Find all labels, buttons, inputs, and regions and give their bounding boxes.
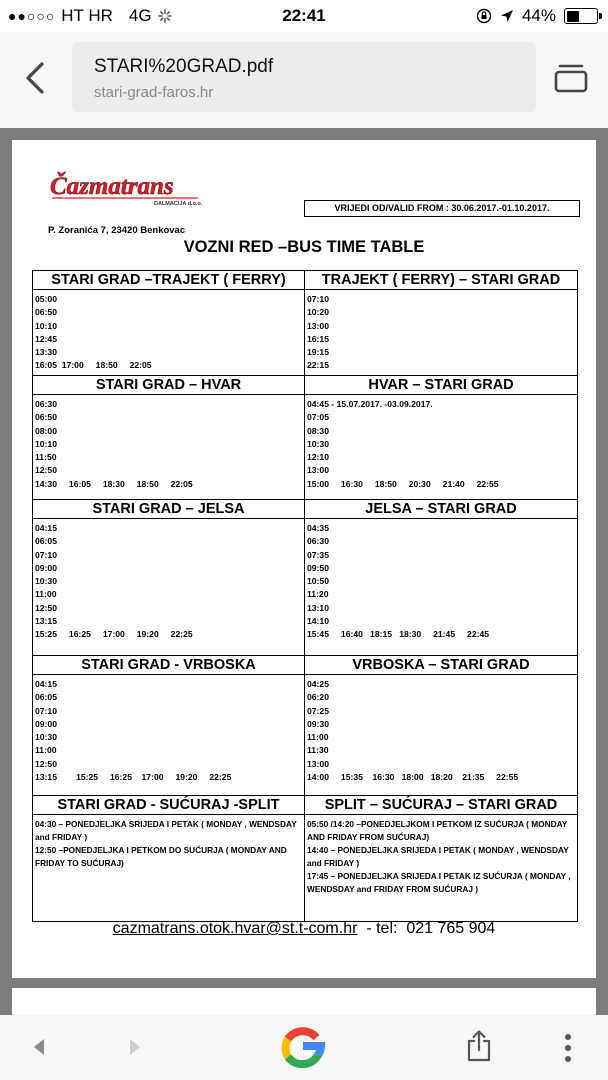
timetable-section (33, 795, 577, 921)
route-column-right (305, 656, 577, 795)
departure-time: 15:45 16:40 18:15 18:30 21:45 22:45 (307, 629, 490, 640)
route-header: STARI GRAD - VRBOSKA (33, 656, 304, 675)
route-header: VRBOSKA – STARI GRAD (305, 656, 577, 675)
carrier-label: HT HR (61, 6, 113, 25)
signal-dots-icon: ●●○○○ (8, 8, 56, 24)
nav-forward-button[interactable] (122, 1035, 146, 1059)
departure-time: 13:15 15:25 16:25 17:00 19:20 22:25 (35, 772, 232, 783)
departure-time: 09:00 (35, 562, 57, 573)
departure-time: 14:10 (307, 616, 329, 627)
departure-time: 13:15 (35, 616, 57, 627)
triangle-left-icon (34, 1039, 44, 1055)
route-header: SPLIT – SUĆURAJ – STARI GRAD (305, 796, 577, 815)
departure-time: 16:15 (307, 333, 329, 344)
departure-time: 08:00 (35, 425, 57, 436)
departure-time: 06:50 (35, 307, 57, 318)
network-label: 4G (128, 6, 152, 25)
departure-time: 13:10 (307, 602, 329, 613)
departure-time: 10:30 (35, 576, 57, 587)
departure-times (305, 519, 577, 642)
route-column-left (33, 500, 305, 655)
departure-time: 04:25 (307, 679, 329, 689)
departure-time: 07:10 (307, 294, 329, 304)
departure-times (305, 395, 577, 491)
validity-box: VRIJEDI OD/VALID FROM : 30.06.2017.-01.10.2017. (304, 200, 580, 217)
route-header: STARI GRAD – HVAR (33, 376, 304, 395)
triangle-right-icon (130, 1039, 140, 1055)
route-header: STARI GRAD –TRAJEKT ( FERRY) (33, 271, 304, 290)
departure-time: 04:15 (35, 523, 57, 533)
departure-notes (33, 815, 304, 870)
departure-time: 11:00 (35, 589, 57, 600)
departure-time: 06:50 (35, 412, 57, 423)
departure-time: 12:50 (35, 465, 57, 476)
timetable-title: VOZNI RED –BUS TIME TABLE (183, 238, 425, 256)
route-column-right (305, 376, 577, 499)
tabs-button[interactable] (553, 62, 589, 94)
route-header: TRAJEKT ( FERRY) – STARI GRAD (305, 271, 577, 290)
departure-time: 06:05 (35, 536, 57, 547)
tabs-icon (556, 66, 586, 91)
timetable-grid (32, 270, 578, 922)
pdf-page (12, 140, 596, 978)
svg-text:DALMACIJA d.o.o.: DALMACIJA d.o.o. (154, 201, 203, 207)
departure-times (305, 675, 577, 784)
departure-time: 13:30 (35, 347, 57, 358)
departure-time: 06:30 (35, 399, 57, 409)
company-address: P. Zoranića 7, 23420 Benkovac (48, 225, 186, 236)
more-options-button[interactable] (562, 1033, 574, 1063)
departure-time: 04:45 - 15.07.2017. -03.09.2017. (307, 399, 433, 409)
cazmatrans-logo (48, 168, 208, 208)
nav-back-button[interactable] (28, 1035, 52, 1059)
departure-time: 09:50 (307, 562, 329, 573)
departure-time: 07:35 (307, 549, 329, 560)
route-column-right (305, 271, 577, 375)
departure-time: 06:30 (307, 536, 329, 547)
document-title: STARI%20GRAD.pdf (94, 56, 274, 77)
google-button[interactable] (280, 1025, 326, 1071)
contact-email[interactable]: cazmatrans.otok.hvar@st.t-com.hr (112, 920, 358, 937)
departure-time: 12:45 (35, 333, 57, 344)
departure-time: 07:25 (307, 705, 329, 716)
departure-note: 12:50 –PONEDJELJKA I PETKOM DO SUĆURJA ( MONDAY AND FRIDAY TO SUĆURAJ) (35, 845, 287, 868)
departure-note: 17:45 – PONEDJELJKA SRIJEDA I PETAK IZ SUĆURJA ( MONDAY , WENDSDAY and FRIDAY FROM SUĆURAJ ) (307, 871, 571, 894)
departure-time: 12:10 (307, 452, 329, 463)
battery-percent: 44% (521, 6, 556, 25)
departure-time: 14:30 16:05 18:30 18:50 22:05 (35, 478, 193, 489)
bottom-toolbar (0, 1015, 608, 1080)
contact-line (12, 920, 596, 938)
departure-time: 14:00 15:35 16:30 18:00 18:20 21:35 22:55 (307, 772, 519, 783)
departure-time: 07:05 (307, 412, 329, 423)
route-column-right (305, 500, 577, 655)
viewer-header (0, 32, 608, 128)
pdf-viewer[interactable] (0, 128, 608, 1015)
timetable-section (33, 271, 577, 375)
route-header: JELSA – STARI GRAD (305, 500, 577, 519)
departure-time: 13:00 (307, 320, 329, 331)
google-g-icon (286, 1031, 321, 1064)
departure-times (305, 290, 577, 373)
departure-time: 07:10 (35, 705, 57, 716)
departure-time: 09:30 (307, 718, 329, 729)
battery-fill (567, 11, 580, 22)
document-url: stari-grad-faros.hr (94, 84, 214, 101)
departure-time: 10:10 (35, 320, 57, 331)
departure-times (33, 290, 304, 373)
departure-time: 22:15 (307, 360, 329, 371)
departure-time: 12:50 (35, 758, 57, 769)
departure-time: 09:00 (35, 718, 57, 729)
status-time: 22:41 (282, 6, 326, 25)
departure-times (33, 395, 304, 491)
departure-time: 16:05 17:00 18:50 22:05 (35, 360, 152, 371)
chevron-left-icon (28, 64, 42, 92)
departure-time: 04:35 (307, 523, 329, 533)
departure-time: 04:15 (35, 679, 57, 689)
departure-time: 11:30 (307, 745, 329, 756)
departure-times (33, 675, 304, 784)
timetable-section (33, 375, 577, 499)
departure-time: 11:00 (307, 732, 329, 743)
departure-note: 04:30 – PONEDJELJKA SRIJEDA I PETAK ( MONDAY , WENDSDAY and FRIDAY ) (35, 819, 297, 842)
departure-time: 06:20 (307, 692, 329, 703)
share-icon (469, 1032, 489, 1061)
vertical-dots-icon (565, 1034, 571, 1062)
departure-note: 05:50 /14:20 –PONEDJELJKOM I PETKOM IZ SUĆURJA ( MONDAY AND FRIDAY FROM SUĆURAJ) (307, 819, 568, 842)
status-bar (0, 0, 608, 32)
departure-notes (305, 815, 577, 896)
departure-time: 11:50 (35, 452, 57, 463)
route-column-left (33, 796, 305, 921)
departure-time: 15:00 16:30 18:50 20:30 21:40 22:55 (307, 478, 499, 489)
departure-time: 19:15 (307, 347, 329, 358)
status-right (476, 6, 598, 26)
route-header: STARI GRAD - SUĆURAJ -SPLIT (33, 796, 304, 815)
departure-time: 05:00 (35, 294, 57, 304)
url-bar[interactable] (72, 42, 536, 112)
route-column-right (305, 796, 577, 921)
route-column-left (33, 656, 305, 795)
departure-time: 10:20 (307, 307, 329, 318)
departure-time: 12:50 (35, 602, 57, 613)
route-header: STARI GRAD – JELSA (33, 500, 304, 519)
rotation-lock-icon (476, 8, 492, 24)
route-column-left (33, 376, 305, 499)
departure-time: 11:20 (307, 589, 329, 600)
route-column-left (33, 271, 305, 375)
departure-time: 08:30 (307, 425, 329, 436)
departure-time: 06:05 (35, 692, 57, 703)
departure-time: 10:50 (307, 576, 329, 587)
contact-tel: - tel: 021 765 904 (357, 920, 496, 937)
departure-times (33, 519, 304, 642)
departure-note: 14:40 – PONEDJELJKA SRIJEDA I PETAK ( MONDAY , WENDSDAY and FRIDAY ) (307, 845, 569, 868)
share-button[interactable] (465, 1029, 493, 1063)
route-header: HVAR – STARI GRAD (305, 376, 577, 395)
timetable-section (33, 499, 577, 655)
departure-time: 13:00 (307, 465, 329, 476)
departure-time: 15:25 16:25 17:00 19:20 22:25 (35, 629, 193, 640)
back-button[interactable] (18, 56, 54, 100)
location-arrow-icon (500, 9, 514, 23)
departure-time: 10:10 (35, 438, 57, 449)
departure-time: 10:30 (35, 732, 57, 743)
departure-time: 11:00 (35, 745, 57, 756)
departure-time: 07:10 (35, 549, 57, 560)
battery-icon (564, 8, 598, 24)
departure-time: 10:30 (307, 438, 329, 449)
svg-text:Čazmatrans: Čazmatrans (50, 173, 174, 200)
timetable-section (33, 655, 577, 795)
departure-time: 13:00 (307, 758, 329, 769)
